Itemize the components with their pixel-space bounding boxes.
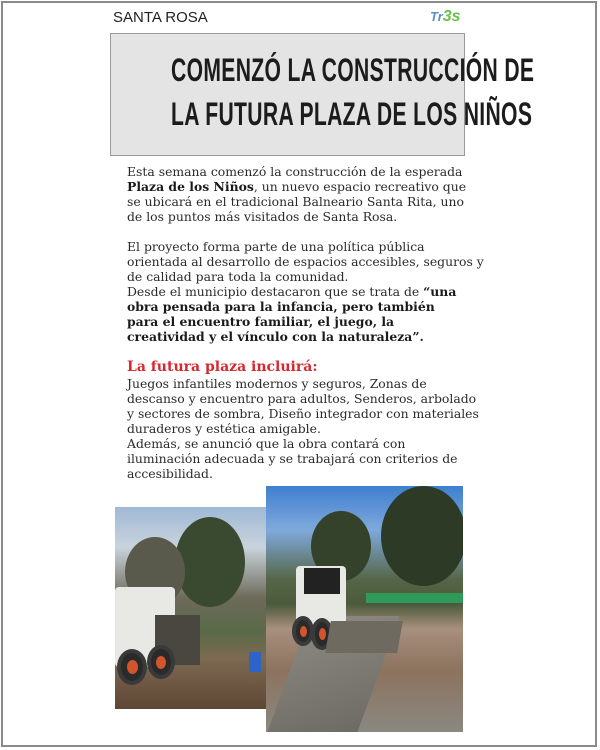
text-line: Plaza de los Niños, un nuevo espacio recreativo que	[127, 179, 467, 194]
text-line: Desde el municipio destacaron que se trata de “una	[127, 284, 457, 299]
section-label: SANTA ROSA	[113, 9, 208, 26]
quote-line: obra pensada para la infancia, pero también	[127, 299, 435, 314]
brand-logo: Tr3s	[430, 8, 461, 25]
article-body	[127, 164, 484, 481]
headline-box	[110, 33, 535, 156]
photo-loader-park	[115, 507, 266, 709]
text-line: El proyecto forma parte de una política pública	[127, 239, 425, 254]
text-line: duraderos y estética amigable.	[127, 421, 321, 436]
text-line: Esta semana comenzó la construcción de la esperada	[127, 164, 463, 179]
text-line: iluminación adecuada y se trabajará con criterios de	[127, 451, 458, 466]
text-line: y sectores de sombra, Diseño integrador con materiales	[127, 406, 479, 421]
text-line: Juegos infantiles modernos y seguros, Zonas de	[127, 376, 427, 391]
quote-line: creatividad y el vínculo con la naturaleza”.	[127, 329, 424, 344]
text-line: de calidad para toda la comunidad.	[127, 269, 349, 284]
text-line: se ubicará en el tradicional Balneario Santa Rita, uno	[127, 194, 464, 209]
quote-line: para el encuentro familiar, el juego, la	[127, 314, 395, 329]
text-line: accesibilidad.	[127, 466, 213, 481]
subheading: La futura plaza incluirá:	[127, 359, 318, 375]
text-line: Además, se anunció que la obra contará con	[127, 436, 406, 451]
text-line: orientada al desarrollo de espacios accesibles, seguros y	[127, 254, 484, 269]
text-line: de los puntos más visitados de Santa Rosa.	[127, 209, 398, 224]
photo-loader-path	[266, 486, 463, 732]
headline: COMENZÓ LA CONSTRUCCIÓN DE LA FUTURA PLAZA DE LOS NIÑOS	[171, 52, 535, 132]
text-line: descanso y encuentro para adultos, Senderos, arbolado	[127, 391, 477, 406]
